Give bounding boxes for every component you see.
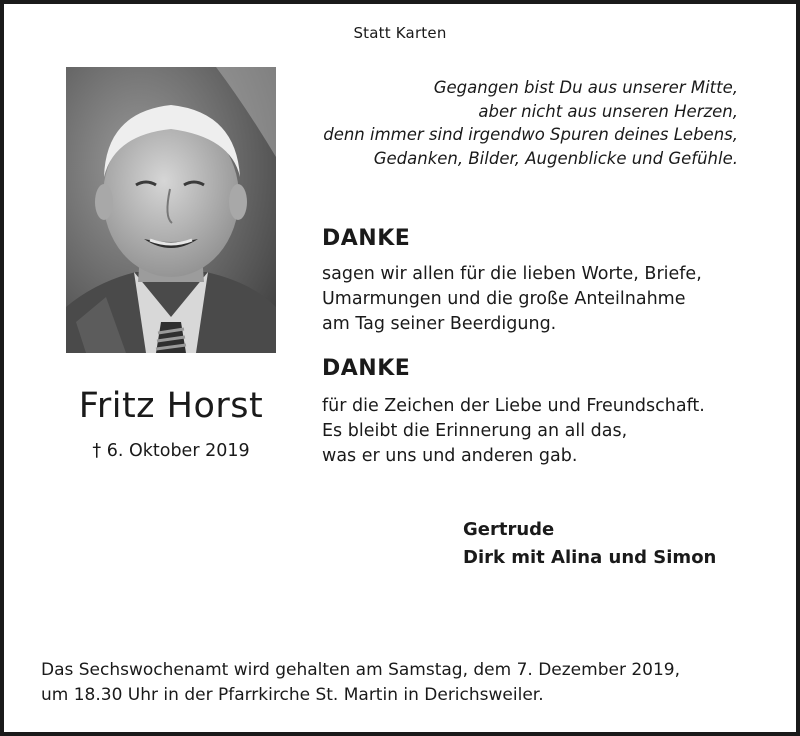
signer-name: Gertrude [463, 519, 555, 540]
thanks-paragraph-2 [322, 394, 705, 469]
notice-header: Statt Karten [353, 24, 447, 42]
footer-line: Das Sechswochenamt wird gehalten am Samstag, dem 7. Dezember 2019, [41, 660, 681, 680]
paragraph-line: sagen wir allen für die lieben Worte, Briefe, [322, 264, 702, 284]
thanks-paragraph-1 [322, 262, 702, 337]
paragraph-line: Umarmungen und die große Anteilnahme [322, 289, 686, 309]
memorial-poem [278, 76, 738, 170]
signers [463, 516, 716, 572]
poem-line: Gegangen bist Du aus unserer Mitte, [433, 78, 738, 97]
thanks-heading-2: DANKE [322, 356, 411, 381]
death-date: † 6. Oktober 2019 [92, 441, 250, 461]
poem-line: aber nicht aus unseren Herzen, [478, 101, 738, 121]
deceased-name: Fritz Horst [78, 386, 264, 426]
portrait-photo [66, 67, 276, 353]
signer-name: Dirk mit Alina und Simon [463, 547, 717, 568]
paragraph-line: für die Zeichen der Liebe und Freundschaft. [322, 396, 705, 416]
thanks-heading-1: DANKE [322, 226, 411, 251]
footer-line: um 18.30 Uhr in der Pfarrkirche St. Martin in Derichsweiler. [41, 685, 544, 705]
service-announcement [41, 658, 680, 708]
paragraph-line: am Tag seiner Beerdigung. [322, 314, 557, 334]
paragraph-line: Es bleibt die Erinnerung an all das, [322, 421, 628, 441]
poem-line: denn immer sind irgendwo Spuren deines Lebens, [323, 125, 738, 144]
poem-line: Gedanken, Bilder, Augenblicke und Gefühle. [373, 148, 738, 168]
paragraph-line: was er uns und anderen gab. [322, 446, 578, 466]
